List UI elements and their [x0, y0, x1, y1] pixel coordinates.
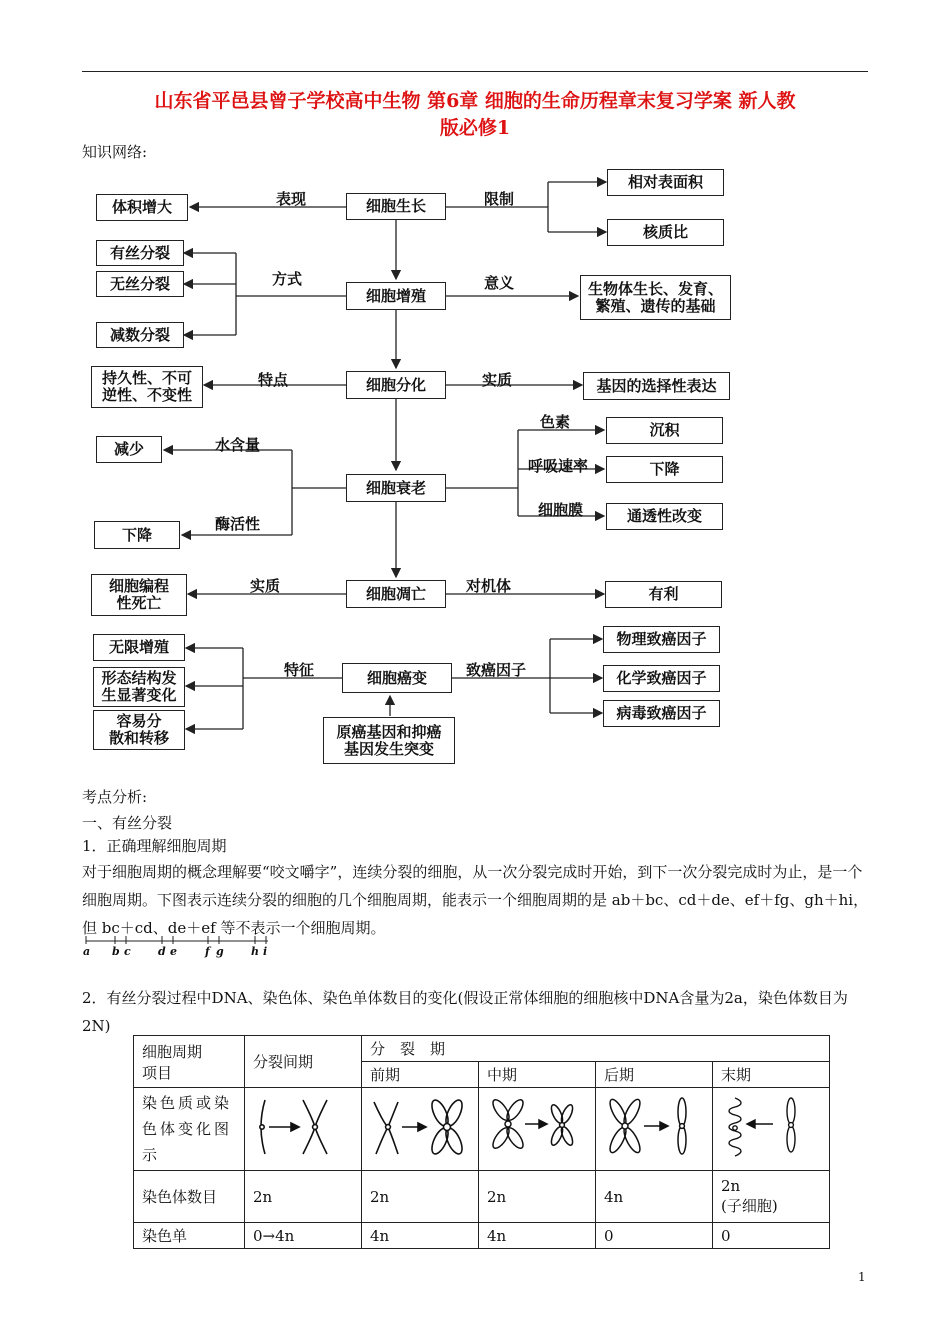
label-respiration-rate: 呼吸速率: [528, 457, 589, 475]
label-characteristics: 特征: [284, 661, 315, 679]
header-prophase: 前期: [362, 1062, 479, 1088]
header-metaphase: 中期: [479, 1062, 596, 1088]
box-physical-carcinogen: 物理致癌因子: [603, 626, 720, 653]
tick-h: h: [251, 945, 259, 958]
label-manifestation: 表现: [276, 190, 307, 208]
knowledge-heading: 知识网络:: [82, 143, 148, 161]
box-volume-increase: 体积增大: [96, 194, 188, 221]
analysis-heading: 考点分析:: [82, 788, 148, 806]
chromosome-anaphase: 4n: [596, 1171, 713, 1223]
node-cell-growth: 细胞生长: [346, 193, 446, 220]
figure-anaphase: [596, 1088, 713, 1171]
header-division-phase: 分 裂 期: [362, 1036, 830, 1062]
box-deposition: 沉积: [606, 417, 723, 444]
section-mitosis: 一、有丝分裂: [82, 814, 173, 832]
chromatid-prophase: 4n: [362, 1223, 479, 1249]
chromatin-to-chromosome-figure: [253, 1094, 353, 1160]
box-relative-surface: 相对表面积: [607, 169, 724, 196]
tick-f: f: [205, 945, 210, 958]
node-cell-aging: 细胞衰老: [346, 474, 446, 502]
chromosome-metaphase: 2n: [479, 1171, 596, 1223]
header-interphase: 分裂间期: [245, 1036, 362, 1088]
figure-prophase: [362, 1088, 479, 1171]
box-decline: 下降: [94, 521, 180, 549]
telophase-chromosome-figure: [721, 1094, 821, 1160]
box-viral-carcinogen: 病毒致癌因子: [603, 700, 720, 727]
label-carcinogens: 致癌因子: [466, 661, 527, 679]
header-anaphase: 后期: [596, 1062, 713, 1088]
chromatid-telophase: 0: [713, 1223, 830, 1249]
box-decrease: 减少: [96, 436, 162, 463]
box-selective-expression: 基因的选择性表达: [583, 372, 730, 400]
node-cell-differentiation: 细胞分化: [346, 371, 446, 399]
label-pigment: 色素: [540, 413, 571, 431]
node-cell-apoptosis: 细胞凋亡: [346, 580, 446, 608]
tick-e: e: [170, 945, 177, 958]
header-cell-cycle-item: 细胞周期 项目: [134, 1036, 245, 1088]
label-features: 特点: [258, 371, 289, 389]
anaphase-chromosome-figure: [604, 1094, 704, 1160]
tick-g: g: [216, 945, 224, 958]
prophase-chromosome-figure: [370, 1094, 470, 1160]
chromosome-prophase: 2n: [362, 1171, 479, 1223]
header-telophase: 末期: [713, 1062, 830, 1088]
figure-telophase: [713, 1088, 830, 1171]
label-cell-membrane: 细胞膜: [538, 501, 584, 519]
row-label-figure: 染色质或染色体变化图示: [134, 1088, 245, 1171]
box-growth-basis: 生物体生长、发育、 繁殖、遗传的基础: [580, 275, 731, 320]
box-chemical-carcinogen: 化学致癌因子: [603, 665, 720, 692]
box-meiosis: 减数分裂: [96, 322, 184, 348]
row-label-chromosome-count: 染色体数目: [134, 1171, 245, 1223]
label-to-organism: 对机体: [466, 577, 512, 595]
node-cell-cancer: 细胞癌变: [342, 663, 452, 693]
node-cell-proliferation: 细胞增殖: [346, 282, 446, 310]
box-rate-decline: 下降: [606, 456, 723, 483]
label-apoptosis-essence: 实质: [250, 577, 281, 595]
tick-c: c: [124, 945, 131, 958]
label-enzyme-activity: 酶活性: [215, 515, 261, 533]
box-morphology-change: 形态结构发 生显著变化: [93, 667, 185, 707]
box-easy-spread: 容易分 散和转移: [93, 710, 185, 750]
chromatid-metaphase: 4n: [479, 1223, 596, 1249]
label-water-content: 水含量: [215, 436, 261, 454]
box-oncogene-mutation: 原癌基因和抑癌 基因发生突变: [323, 717, 455, 764]
paragraph-cell-cycle: 对于细胞周期的概念理解要“咬文嚼字”，连续分裂的细胞，从一次分裂完成时开始，到下一次分裂完成时为止，是一个细胞周期。下图表示连续分裂的细胞的几个细胞周期，能表示一个细胞周期的是 ab＋bc、cd＋de、ef＋fg、gh＋hi，但 bc＋cd、de＋ef 等不表示一个细胞周期。: [82, 863, 869, 937]
box-programmed-death: 细胞编程 性死亡: [91, 574, 187, 616]
tick-d: d: [158, 945, 166, 958]
box-beneficial: 有利: [605, 581, 722, 608]
page-title: 山东省平邑县曾子学校高中生物 第6章 细胞的生命历程章末复习学案 新人教 版必修1: [154, 90, 796, 139]
page-number: 1: [858, 1270, 866, 1284]
metaphase-chromosome-figure: [487, 1094, 587, 1160]
label-mode: 方式: [272, 270, 303, 288]
mitosis-table: [133, 1035, 830, 1249]
row-label-chromatid: 染色单: [134, 1223, 245, 1249]
chromatid-interphase: 0→4n: [245, 1223, 362, 1249]
box-mitosis: 有丝分裂: [96, 240, 184, 266]
box-unlimited-proliferation: 无限增殖: [93, 634, 185, 661]
label-limit: 限制: [484, 190, 515, 208]
box-persistence: 持久性、不可 逆性、不变性: [91, 366, 203, 408]
tick-i: i: [263, 945, 268, 958]
figure-interphase: [245, 1088, 362, 1171]
label-significance: 意义: [484, 274, 515, 292]
box-nucleoplasm-ratio: 核质比: [607, 219, 724, 246]
figure-metaphase: [479, 1088, 596, 1171]
tick-a: a: [83, 945, 91, 958]
box-permeability-change: 通透性改变: [606, 503, 723, 530]
subsection-mitosis-changes: 2．有丝分裂过程中DNA、染色体、染色单体数目的变化(假设正常体细胞的细胞核中DNA含量为2a，染色体数目为2N): [82, 989, 848, 1035]
cell-cycle-timeline: [80, 934, 280, 948]
box-amitosis: 无丝分裂: [96, 271, 184, 297]
label-essence: 实质: [482, 371, 513, 389]
tick-b: b: [112, 945, 120, 958]
chromatid-anaphase: 0: [596, 1223, 713, 1249]
chromosome-interphase: 2n: [245, 1171, 362, 1223]
subsection-cell-cycle: 1．正确理解细胞周期: [82, 837, 227, 855]
chromosome-telophase: 2n (子细胞): [713, 1171, 830, 1223]
